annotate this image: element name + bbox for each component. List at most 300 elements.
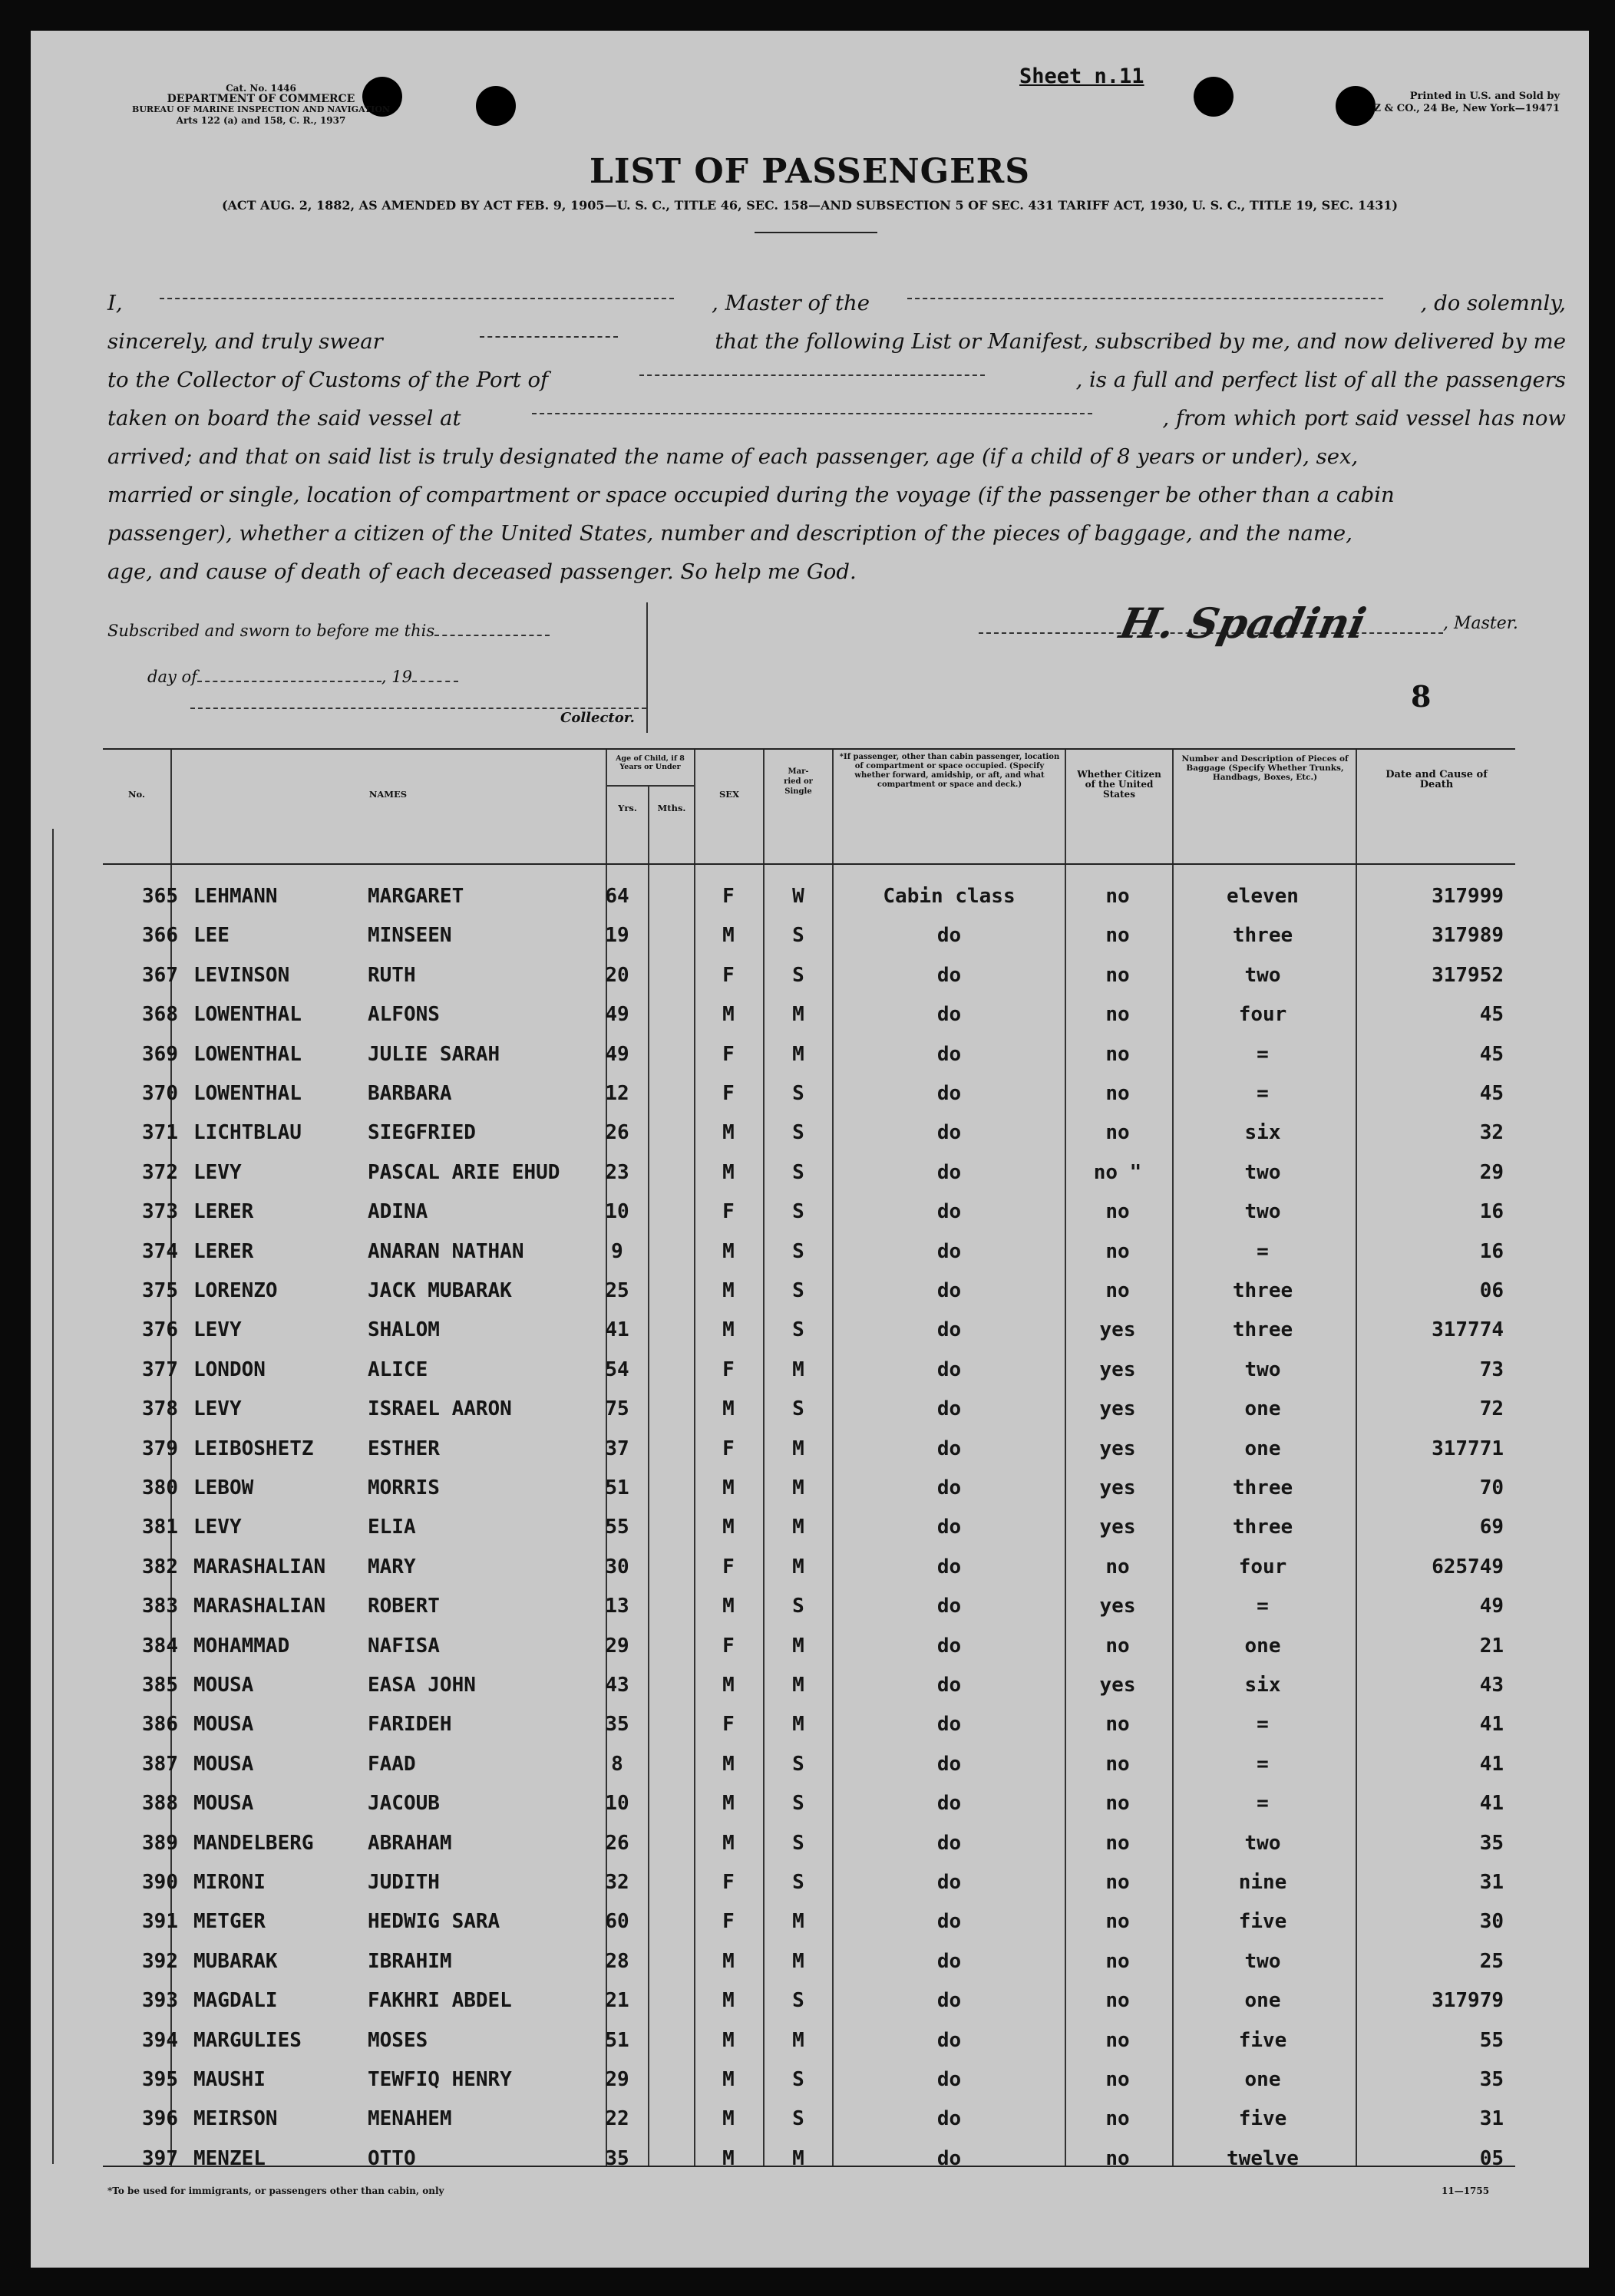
compartment: do (936, 2028, 962, 2052)
marital-status: S (792, 1871, 804, 1894)
compartment: do (936, 1357, 962, 1381)
date-cause: 45 (1479, 1003, 1504, 1027)
header-rule (103, 863, 1515, 865)
date-cause: 29 (1479, 1160, 1504, 1184)
date-cause: 16 (1479, 1239, 1504, 1263)
surname: LERER (193, 1200, 254, 1224)
compartment: do (936, 2146, 962, 2170)
row-number: 377 (142, 1357, 178, 1381)
age: 28 (605, 1949, 629, 1973)
row-number: 367 (142, 963, 178, 987)
baggage: = (1257, 1082, 1269, 1105)
row-number: 391 (142, 1910, 178, 1934)
master-signature: H. Spadini (1115, 599, 1371, 648)
sex: M (722, 1989, 735, 2013)
given-name: MENAHEM (368, 2107, 452, 2131)
age: 41 (605, 1318, 629, 1342)
marital-status: S (792, 1397, 804, 1421)
age: 20 (605, 963, 629, 987)
date-cause: 317999 (1432, 885, 1504, 908)
baggage: six (1244, 1121, 1281, 1145)
table-row (103, 1745, 1515, 1785)
sex: F (722, 1555, 735, 1578)
department-header (92, 83, 430, 126)
sex: M (722, 1003, 735, 1027)
marital-status: S (792, 1831, 804, 1855)
surname: LEE (193, 924, 230, 948)
surname: MENZEL (193, 2146, 266, 2170)
compartment: do (936, 1121, 962, 1145)
table-row (103, 1193, 1515, 1232)
baggage: eleven (1227, 885, 1299, 908)
table-row (103, 1824, 1515, 1864)
citizenship: no (1105, 1831, 1130, 1855)
compartment: do (936, 1279, 962, 1302)
marital-status: S (792, 1792, 804, 1816)
given-name: SHALOM (368, 1318, 440, 1342)
table-row (103, 916, 1515, 956)
surname: METGER (193, 1910, 266, 1934)
baggage: three (1232, 924, 1293, 948)
date-cause: 05 (1479, 2146, 1504, 2170)
marital-status: M (792, 1042, 804, 1066)
given-name: BARBARA (368, 1082, 452, 1105)
compartment: do (936, 1160, 962, 1184)
marital-status: M (792, 1949, 804, 1973)
citizenship: no (1105, 1042, 1130, 1066)
surname: MARASHALIAN (193, 1555, 326, 1578)
sex: M (722, 924, 735, 948)
oath-text: , do solemnly, (1420, 291, 1566, 315)
surname: LORENZO (193, 1279, 278, 1302)
year-label: , 19 (381, 668, 412, 686)
row-number: 397 (142, 2146, 178, 2170)
date-cause: 317979 (1432, 1989, 1504, 2013)
sex: F (722, 963, 735, 987)
citizenship: no (1105, 1200, 1130, 1224)
citizenship: no (1105, 1279, 1130, 1302)
age: 8 (611, 1752, 623, 1776)
marital-status: M (792, 1516, 804, 1539)
compartment: do (936, 1200, 962, 1224)
surname: LEVY (193, 1516, 242, 1539)
baggage: five (1238, 2107, 1287, 2131)
row-number: 396 (142, 2107, 178, 2131)
given-name: MARGARET (368, 885, 464, 908)
age: 29 (605, 2068, 629, 2091)
baggage: = (1257, 1752, 1269, 1776)
age: 19 (605, 924, 629, 948)
row-number: 370 (142, 1082, 178, 1105)
table-row (103, 1666, 1515, 1706)
header-age: Age of Child, if 8 Years or Under (616, 754, 685, 771)
baggage: two (1244, 1200, 1281, 1224)
row-number: 384 (142, 1634, 178, 1658)
age: 35 (605, 2146, 629, 2170)
compartment: do (936, 2107, 962, 2131)
citizenship: yes (1099, 1476, 1136, 1499)
surname: LEVY (193, 1160, 242, 1184)
citizenship: no (1105, 1989, 1130, 2013)
table-row (103, 1153, 1515, 1193)
collector-line (190, 708, 646, 709)
surname: LICHTBLAU (193, 1121, 302, 1145)
table-row (103, 1430, 1515, 1470)
compartment: do (936, 1871, 962, 1894)
sex: F (722, 1437, 735, 1460)
date-cause: 31 (1479, 2107, 1504, 2131)
given-name: JACK MUBARAK (368, 1279, 512, 1302)
marital-status: M (792, 1437, 804, 1460)
date-cause: 317771 (1432, 1437, 1504, 1460)
age: 30 (605, 1555, 629, 1578)
row-number: 371 (142, 1121, 178, 1145)
table-row (103, 1113, 1515, 1153)
marital-status: S (792, 1160, 804, 1184)
citizenship: no (1105, 1792, 1130, 1816)
row-number: 392 (142, 1949, 178, 1973)
surname: LOWENTHAL (193, 1082, 302, 1105)
given-name: NAFISA (368, 1634, 440, 1658)
citizenship: no (1105, 1949, 1130, 1973)
age: 43 (605, 1674, 629, 1697)
sex: M (722, 1397, 735, 1421)
baggage: = (1257, 1713, 1269, 1737)
row-number: 385 (142, 1674, 178, 1697)
sex: M (722, 1516, 735, 1539)
oath-text: sincerely, and truly swear (107, 329, 383, 354)
compartment: do (936, 924, 962, 948)
surname: LEBOW (193, 1476, 254, 1499)
given-name: JUDITH (368, 1871, 440, 1894)
printer-line-1: Printed in U.S. and Sold by (1409, 91, 1560, 102)
baggage: nine (1238, 1871, 1287, 1894)
baggage: twelve (1227, 2146, 1299, 2170)
age: 51 (605, 1476, 629, 1499)
compartment: do (936, 1989, 962, 2013)
sex: M (722, 2107, 735, 2131)
oath-text: married or single, location of compartment or space occupied during the voyage (if the passenger be other than a cabin (107, 483, 1395, 507)
date-cause: 625749 (1432, 1555, 1504, 1578)
citizenship: no (1105, 2068, 1130, 2091)
given-name: JACOUB (368, 1792, 440, 1816)
table-row (103, 1587, 1515, 1627)
age: 49 (605, 1003, 629, 1027)
row-number: 378 (142, 1397, 178, 1421)
given-name: ISRAEL AARON (368, 1397, 512, 1421)
citizenship: no (1105, 924, 1130, 948)
given-name: ROBERT (368, 1595, 440, 1618)
table-row (103, 1232, 1515, 1272)
baggage: four (1238, 1555, 1287, 1578)
citizenship: yes (1099, 1357, 1136, 1381)
marital-status: S (792, 1595, 804, 1618)
surname: LEVY (193, 1397, 242, 1421)
age: 10 (605, 1792, 629, 1816)
oath-text: , Master of the (712, 291, 870, 315)
age: 26 (605, 1121, 629, 1145)
date-cause: 31 (1479, 1871, 1504, 1894)
row-number: 390 (142, 1871, 178, 1894)
given-name: MARY (368, 1555, 416, 1578)
bureau: BUREAU OF MARINE INSPECTION AND NAVIGATION (132, 104, 390, 114)
citizenship: no (1105, 2146, 1130, 2170)
date-cause: 55 (1479, 2028, 1504, 2052)
row-number: 376 (142, 1318, 178, 1342)
surname: MOUSA (193, 1713, 254, 1737)
oath-text: I, (107, 291, 123, 315)
compartment: do (936, 1831, 962, 1855)
baggage: one (1244, 1634, 1281, 1658)
given-name: ANARAN NATHAN (368, 1239, 524, 1263)
age: 13 (605, 1595, 629, 1618)
baggage: six (1244, 1674, 1281, 1697)
footer-note: *To be used for immigrants, or passengers other than cabin, only (107, 2185, 444, 2196)
age: 60 (605, 1910, 629, 1934)
row-number: 380 (142, 1476, 178, 1499)
table-row (103, 1627, 1515, 1667)
header-yrs: Yrs. (618, 803, 637, 813)
table-row (103, 1390, 1515, 1430)
surname: LEHMANN (193, 885, 278, 908)
given-name: MOSES (368, 2028, 428, 2052)
surname: LOWENTHAL (193, 1003, 302, 1027)
header-citizen: Whether Citizen of the United States (1077, 769, 1161, 800)
subscribed-block (107, 608, 550, 700)
date-cause: 41 (1479, 1792, 1504, 1816)
marital-status: S (792, 1121, 804, 1145)
given-name: SIEGFRIED (368, 1121, 476, 1145)
age: 51 (605, 2028, 629, 2052)
baggage: one (1244, 1989, 1281, 2013)
age: 10 (605, 1200, 629, 1224)
row-number: 395 (142, 2068, 178, 2091)
row-number: 366 (142, 924, 178, 948)
date-cause: 30 (1479, 1910, 1504, 1934)
passenger-table (103, 748, 1515, 2170)
margin-line (52, 829, 54, 2164)
marital-status: M (792, 1555, 804, 1578)
surname: LONDON (193, 1357, 266, 1381)
sex: M (722, 1752, 735, 1776)
marital-status: S (792, 2068, 804, 2091)
header-death: Date and Cause of Death (1385, 769, 1488, 790)
date-cause: 41 (1479, 1752, 1504, 1776)
surname: LERER (193, 1239, 254, 1263)
table-row (103, 1311, 1515, 1351)
citizenship: no (1105, 1555, 1130, 1578)
baggage: two (1244, 1357, 1281, 1381)
given-name: MORRIS (368, 1476, 440, 1499)
citizenship: no (1105, 1910, 1130, 1934)
punch-hole (476, 86, 516, 126)
compartment: do (936, 1949, 962, 1973)
sex: F (722, 1042, 735, 1066)
marital-status: M (792, 1357, 804, 1381)
surname: MOUSA (193, 1792, 254, 1816)
date-cause: 06 (1479, 1279, 1504, 1302)
table-row (103, 1548, 1515, 1588)
age: 21 (605, 1989, 629, 2013)
sex: M (722, 2068, 735, 2091)
baggage: two (1244, 963, 1281, 987)
date-cause: 45 (1479, 1042, 1504, 1066)
compartment: do (936, 1595, 962, 1618)
surname: MAUSHI (193, 2068, 266, 2091)
marital-status: S (792, 1200, 804, 1224)
date-cause: 45 (1479, 1082, 1504, 1105)
date-cause: 43 (1479, 1674, 1504, 1697)
sex: F (722, 1357, 735, 1381)
compartment: do (936, 963, 962, 987)
row-number: 369 (142, 1042, 178, 1066)
given-name: ELIA (368, 1516, 416, 1539)
compartment: do (936, 1910, 962, 1934)
age: 25 (605, 1279, 629, 1302)
oath-text: to the Collector of Customs of the Port of (107, 368, 549, 392)
row-number: 375 (142, 1279, 178, 1302)
row-number: 388 (142, 1792, 178, 1816)
marital-status: S (792, 1989, 804, 2013)
marital-status: S (792, 963, 804, 987)
citizenship: yes (1099, 1397, 1136, 1421)
table-row (103, 2100, 1515, 2139)
given-name: IBRAHIM (368, 1949, 452, 1973)
row-number: 381 (142, 1516, 178, 1539)
marital-status: M (792, 1713, 804, 1737)
day-label: day of (147, 668, 197, 686)
given-name: ADINA (368, 1200, 428, 1224)
row-number: 365 (142, 885, 178, 908)
baggage: = (1257, 1792, 1269, 1816)
marital-status: W (792, 885, 804, 908)
given-name: HEDWIG SARA (368, 1910, 500, 1934)
baggage: five (1238, 2028, 1287, 2052)
page-title: LIST OF PASSENGERS (589, 152, 1031, 191)
table-row (103, 956, 1515, 996)
sex: M (722, 1318, 735, 1342)
compartment: do (936, 1318, 962, 1342)
oath-text: passenger), whether a citizen of the United States, number and description of the pieces of baggage, and the name, (107, 521, 1352, 546)
marital-status: S (792, 2107, 804, 2131)
surname: MEIRSON (193, 2107, 278, 2131)
surname: MUBARAK (193, 1949, 278, 1973)
surname: MIRONI (193, 1871, 266, 1894)
baggage: three (1232, 1318, 1293, 1342)
given-name: FAKHRI ABDEL (368, 1989, 512, 2013)
marital-status: S (792, 1239, 804, 1263)
compartment: do (936, 1437, 962, 1460)
oath-text: that the following List or Manifest, subscribed by me, and now delivered by me (715, 329, 1566, 354)
compartment: do (936, 1634, 962, 1658)
printer-line-2: Z & CO., 24 Be, New York—19471 (1373, 103, 1560, 114)
citizenship: yes (1099, 1674, 1136, 1697)
arts: Arts 122 (a) and 158, C. R., 1937 (176, 115, 346, 126)
given-name: RUTH (368, 963, 416, 987)
citizenship: yes (1099, 1516, 1136, 1539)
date-cause: 35 (1479, 1831, 1504, 1855)
row-number: 382 (142, 1555, 178, 1578)
compartment: do (936, 1713, 962, 1737)
form-number: 11—1755 (1442, 2185, 1490, 2196)
table-row (103, 1508, 1515, 1548)
master-label: , Master. (1443, 614, 1518, 633)
row-number: 373 (142, 1200, 178, 1224)
age: 12 (605, 1082, 629, 1105)
given-name: ABRAHAM (368, 1831, 452, 1855)
baggage: = (1257, 1595, 1269, 1618)
date-cause: 49 (1479, 1595, 1504, 1618)
age: 54 (605, 1357, 629, 1381)
table-row (103, 1784, 1515, 1824)
sex: F (722, 1634, 735, 1658)
subscribed-bracket (646, 602, 648, 733)
marital-status: S (792, 1279, 804, 1302)
sex: F (722, 1910, 735, 1934)
baggage: = (1257, 1239, 1269, 1263)
date-cause: 72 (1479, 1397, 1504, 1421)
oath-text: , is a full and perfect list of all the passengers (1075, 368, 1566, 392)
given-name: MINSEEN (368, 924, 452, 948)
citizenship: no (1105, 885, 1130, 908)
given-name: FARIDEH (368, 1713, 452, 1737)
table-row (103, 2060, 1515, 2100)
date-cause: 35 (1479, 2068, 1504, 2091)
given-name: ALICE (368, 1357, 428, 1381)
marital-status: M (792, 1476, 804, 1499)
collector-label: Collector. (560, 710, 635, 726)
compartment: do (936, 1516, 962, 1539)
sex: F (722, 1713, 735, 1737)
row-number: 368 (142, 1003, 178, 1027)
header-baggage: Number and Description of Pieces of Baggage (Specify Whether Trunks, Handbags, Boxes, Etc.) (1181, 754, 1349, 782)
oath-text: , from which port said vessel has now (1162, 406, 1566, 430)
sex: M (722, 1160, 735, 1184)
citizenship: no (1105, 1082, 1130, 1105)
sex: M (722, 2146, 735, 2170)
given-name: TEWFIQ HENRY (368, 2068, 512, 2091)
citizenship: no (1105, 1239, 1130, 1263)
given-name: ALFONS (368, 1003, 440, 1027)
date-cause: 317952 (1432, 963, 1504, 987)
given-name: PASCAL ARIE EHUD (368, 1160, 560, 1184)
compartment: do (936, 1397, 962, 1421)
table-row (103, 995, 1515, 1035)
compartment: do (936, 1003, 962, 1027)
marital-status: M (792, 1674, 804, 1697)
baggage: five (1238, 1910, 1287, 1934)
age: 26 (605, 1831, 629, 1855)
marital-status: M (792, 2146, 804, 2170)
marital-status: S (792, 1082, 804, 1105)
marital-status: S (792, 924, 804, 948)
surname: MOHAMMAD (193, 1634, 290, 1658)
cat-no: Cat. No. 1446 (226, 83, 296, 94)
oath-text: taken on board the said vessel at (107, 406, 461, 430)
citizenship: yes (1099, 1318, 1136, 1342)
surname: MARGULIES (193, 2028, 302, 2052)
table-row (103, 1902, 1515, 1942)
marital-status: M (792, 2028, 804, 2052)
sex: M (722, 1476, 735, 1499)
citizenship: no (1105, 2107, 1130, 2131)
date-cause: 32 (1479, 1121, 1504, 1145)
compartment: do (936, 1792, 962, 1816)
compartment: do (936, 1042, 962, 1066)
header-mths: Mths. (657, 803, 686, 813)
surname: MOUSA (193, 1674, 254, 1697)
surname: MARASHALIAN (193, 1595, 326, 1618)
